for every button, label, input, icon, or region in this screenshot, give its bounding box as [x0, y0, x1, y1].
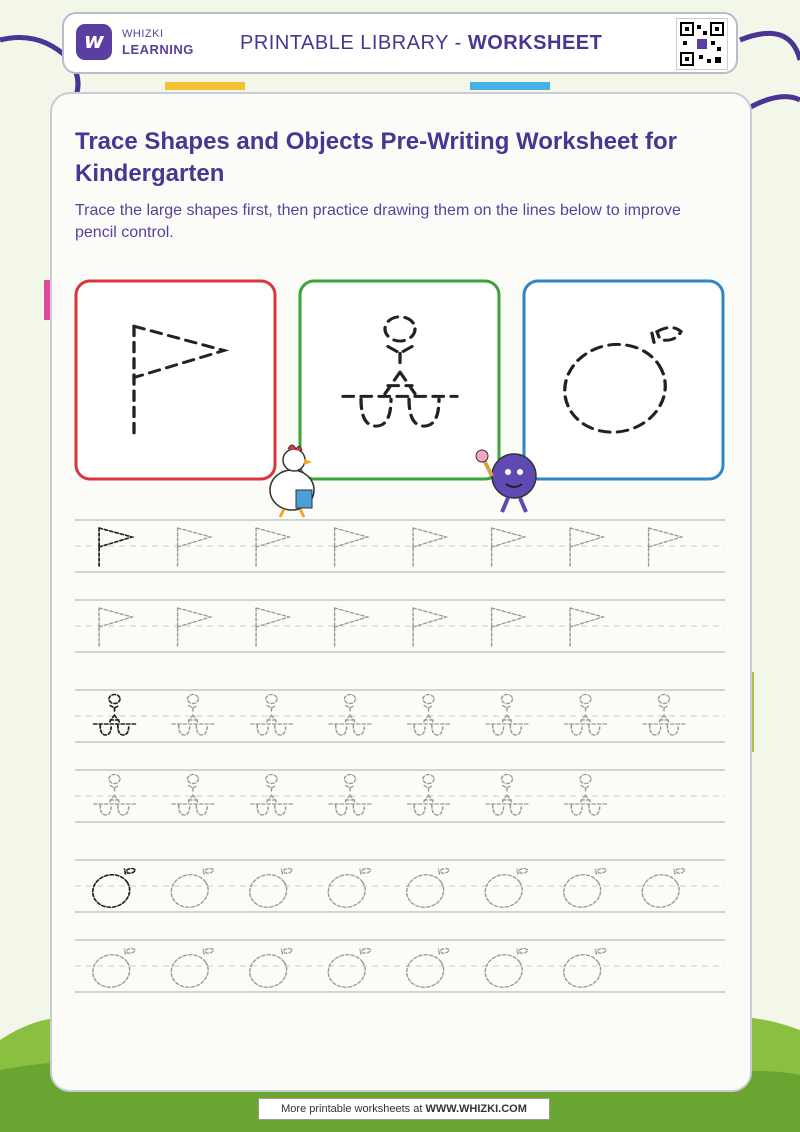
orange-practice-icon[interactable]: [243, 949, 293, 994]
worksheet-title: Trace Shapes and Objects Pre-Writing Worksheet for Kindergarten: [75, 128, 677, 187]
orange-practice-icon[interactable]: [636, 869, 686, 914]
orange-practice-icon[interactable]: [400, 949, 450, 994]
snowman-practice-icon[interactable]: [329, 775, 371, 816]
brand-line-1: WHIZKI: [122, 28, 164, 40]
flag-practice-icon[interactable]: [413, 528, 446, 568]
footer-banner: [258, 1098, 550, 1120]
snowman-practice-icon[interactable]: [329, 695, 371, 736]
shape-card-orange: [524, 281, 723, 479]
flag-practice-icon[interactable]: [492, 608, 525, 648]
footer-url-link[interactable]: WWW.WHIZKI.COM: [425, 1103, 527, 1115]
flag-practice-icon[interactable]: [335, 528, 368, 568]
shape-card-snowman: [300, 281, 499, 479]
snowman-practice-icon[interactable]: [251, 695, 293, 736]
brand-line-2: LEARNING: [122, 42, 194, 57]
practice-row: [75, 600, 725, 652]
snowman-practice-icon[interactable]: [486, 695, 528, 736]
orange-practice-icon[interactable]: [479, 949, 529, 994]
snowman-practice-icon[interactable]: [94, 775, 136, 816]
orange-practice-icon[interactable]: [86, 869, 136, 914]
practice-row: [75, 770, 725, 822]
orange-practice-icon[interactable]: [322, 869, 372, 914]
practice-row: [75, 860, 725, 913]
footer-prefix: More printable worksheets at: [281, 1103, 426, 1115]
practice-row: [75, 690, 725, 742]
orange-practice-icon[interactable]: [86, 949, 136, 994]
snowman-practice-icon[interactable]: [172, 695, 214, 736]
snowman-practice-icon[interactable]: [172, 775, 214, 816]
shape-card-flag: [76, 281, 275, 479]
flag-practice-icon[interactable]: [99, 528, 132, 568]
flag-practice-icon[interactable]: [570, 528, 603, 568]
flag-practice-icon[interactable]: [178, 608, 211, 648]
flag-practice-icon[interactable]: [570, 608, 603, 648]
flag-practice-icon[interactable]: [413, 608, 446, 648]
snowman-practice-icon[interactable]: [565, 695, 607, 736]
orange-practice-icon[interactable]: [165, 949, 215, 994]
flag-practice-icon[interactable]: [256, 528, 289, 568]
flag-practice-icon[interactable]: [492, 528, 525, 568]
header-title-strong: WORKSHEET: [467, 32, 603, 54]
flag-practice-icon[interactable]: [649, 528, 682, 568]
orange-practice-icon[interactable]: [479, 869, 529, 914]
snowman-practice-icon[interactable]: [408, 775, 450, 816]
flag-practice-icon[interactable]: [99, 608, 132, 648]
flag-practice-icon[interactable]: [335, 608, 368, 648]
snowman-practice-icon[interactable]: [643, 695, 685, 736]
orange-practice-icon[interactable]: [557, 949, 607, 994]
snowman-practice-icon[interactable]: [486, 775, 528, 816]
orange-practice-icon[interactable]: [243, 869, 293, 914]
whizki-logo[interactable]: w: [76, 24, 112, 60]
practice-row: [75, 940, 725, 993]
orange-practice-icon[interactable]: [557, 869, 607, 914]
orange-practice-icon[interactable]: [400, 869, 450, 914]
flag-practice-icon[interactable]: [256, 608, 289, 648]
snowman-practice-icon[interactable]: [408, 695, 450, 736]
blueberry-mascot-icon: [476, 450, 536, 512]
practice-row: [75, 520, 725, 572]
snowman-practice-icon[interactable]: [251, 775, 293, 816]
flag-practice-icon[interactable]: [178, 528, 211, 568]
snowman-practice-icon[interactable]: [565, 775, 607, 816]
snowman-practice-icon[interactable]: [94, 695, 136, 736]
orange-practice-icon[interactable]: [165, 869, 215, 914]
orange-practice-icon[interactable]: [322, 949, 372, 994]
worksheet-description: Trace the large shapes first, then practice drawing them on the lines below to improve pencil control.: [75, 202, 681, 241]
header-title-prefix: PRINTABLE LIBRARY -: [240, 32, 468, 54]
